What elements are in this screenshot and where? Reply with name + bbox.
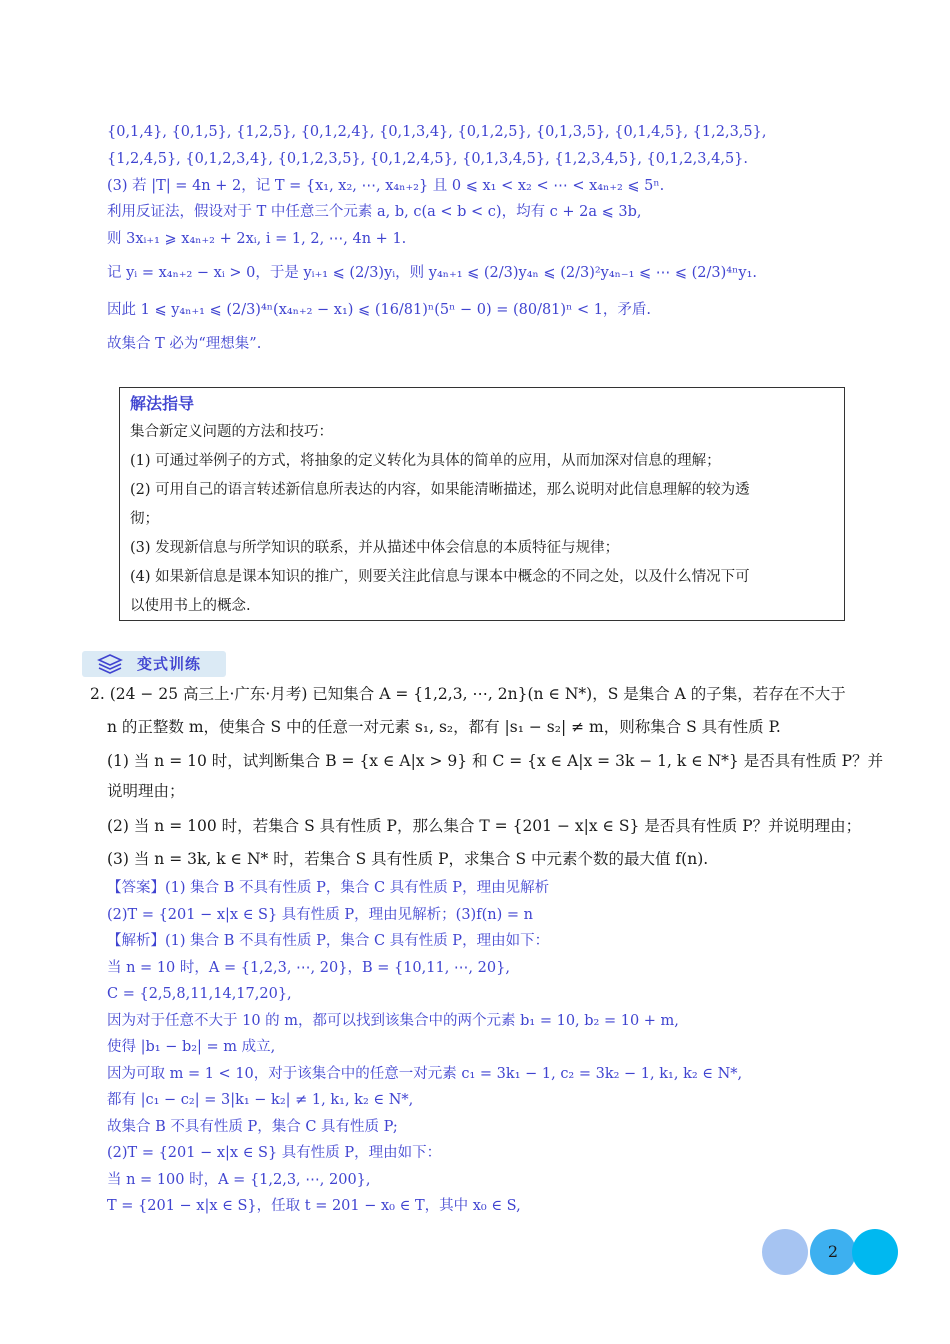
solution-line: {1,2,4,5}, {0,1,2,3,4}, {0,1,2,3,5}, {0,1,2,4,5}, {0,1,3,4,5}, {1,2,3,4,5}, {0,1,2,3,4,5}. [107,151,749,167]
guide-line: 以使用书上的概念. [130,598,251,614]
answer-line: (2)T = {201 − x|x ∈ S} 具有性质 P，理由如下： [107,1145,442,1161]
answer-line: 因为可取 m = 1 < 10，对于该集合中的任意一对元素 c₁ = 3k₁ − 1, c₂ = 3k₂ − 1, k₁, k₂ ∈ N*, [107,1066,743,1082]
solution-line: 因此 1 ⩽ y₄ₙ₊₁ ⩽ (2/3)⁴ⁿ(x₄ₙ₊₂ − x₁) ⩽ (16/81)ⁿ(5ⁿ − 0) = (80/81)ⁿ < 1，矛盾. [107,302,652,318]
answer-line: C = {2,5,8,11,14,17,20}, [107,986,292,1002]
problem-line: 说明理由； [107,782,185,800]
problem-line: (3) 当 n = 3k, k ∈ N* 时，若集合 S 具有性质 P，求集合 S 中元素个数的最大值 f(n). [107,850,709,868]
solution-line: 利用反证法，假设对于 T 中任意三个元素 a, b, c(a < b < c)，均有 c + 2a ⩽ 3b, [107,204,642,220]
section-label: 变式训练 [137,655,202,673]
answer-line: 因为对于任意不大于 10 的 m，都可以找到该集合中的两个元素 b₁ = 10, b₂ = 10 + m, [107,1013,679,1029]
guide-line: 集合新定义问题的方法和技巧： [130,424,333,440]
footer-circle-right [852,1229,898,1275]
solution-line: {0,1,4}, {0,1,5}, {1,2,5}, {0,1,2,4}, {0,1,3,4}, {0,1,2,5}, {0,1,3,5}, {0,1,4,5}, {1,2,3,5}, [107,124,767,140]
problem-line: 2. (24 − 25 高三上·广东·月考) 已知集合 A = {1,2,3, ⋯, 2n}(n ∈ N*)，S 是集合 A 的子集，若存在不大于 [90,685,846,703]
answer-line: 当 n = 100 时，A = {1,2,3, ⋯, 200}, [107,1172,371,1188]
guide-line: (4) 如果新信息是课本知识的推广，则要关注此信息与课本中概念的不同之处，以及什么情况下可 [130,569,750,585]
solution-line: 记 yᵢ = x₄ₙ₊₂ − xᵢ > 0，于是 yᵢ₊₁ ⩽ (2/3)yᵢ，则 y₄ₙ₊₁ ⩽ (2/3)y₄ₙ ⩽ (2/3)²y₄ₙ₋₁ ⩽ ⋯ ⩽ (2/3)⁴ⁿy₁. [107,265,757,281]
problem-line: n 的正整数 m，使集合 S 中的任意一对元素 s₁, s₂，都有 |s₁ − s₂| ≠ m，则称集合 S 具有性质 P. [107,718,781,736]
answer-line: T = {201 − x|x ∈ S}，任取 t = 201 − x₀ ∈ T，其中 x₀ ∈ S, [107,1198,521,1214]
answer-line: 【答案】(1) 集合 B 不具有性质 P，集合 C 具有性质 P，理由见解析 [107,880,550,896]
solution-line: 故集合 T 必为“理想集”. [107,336,262,352]
answer-line: 都有 |c₁ − c₂| = 3|k₁ − k₂| ≠ 1, k₁, k₂ ∈ N*, [107,1092,414,1108]
problem-line: (2) 当 n = 100 时，若集合 S 具有性质 P，那么集合 T = {201 − x|x ∈ S} 是否具有性质 P？并说明理由； [107,817,862,835]
footer-circle-left [762,1229,808,1275]
page-number: 2 [827,1242,839,1261]
method-guide-title: 解法指导 [130,394,195,413]
solution-line: 则 3xᵢ₊₁ ⩾ x₄ₙ₊₂ + 2xᵢ, i = 1, 2, ⋯, 4n + 1. [107,231,407,247]
guide-line: (3) 发现新信息与所学知识的联系，并从描述中体会信息的本质特征与规律； [130,540,620,556]
answer-line: (2)T = {201 − x|x ∈ S} 具有性质 P，理由见解析；(3)f(n) = n [107,907,533,923]
problem-line: (1) 当 n = 10 时，试判断集合 B = {x ∈ A|x > 9} 和 C = {x ∈ A|x = 3k − 1, k ∈ N*} 是否具有性质 P？并 [107,752,884,770]
guide-line: 彻； [130,511,159,527]
answer-line: 故集合 B 不具有性质 P，集合 C 具有性质 P; [107,1119,398,1135]
answer-line: 【解析】(1) 集合 B 不具有性质 P，集合 C 具有性质 P，理由如下： [107,933,550,949]
guide-line: (2) 可用自己的语言转述新信息所表达的内容，如果能清晰描述，那么说明对此信息理解的较为透 [130,482,750,498]
answer-line: 当 n = 10 时，A = {1,2,3, ⋯, 20}，B = {10,11, ⋯, 20}, [107,960,510,976]
solution-line: (3) 若 |T| = 4n + 2，记 T = {x₁, x₂, ⋯, x₄ₙ₊₂} 且 0 ⩽ x₁ < x₂ < ⋯ < x₄ₙ₊₂ ⩽ 5ⁿ. [107,178,665,194]
layers-icon [97,653,123,675]
guide-line: (1) 可通过举例子的方式，将抽象的定义转化为具体的简单的应用，从而加深对信息的理解； [130,453,721,469]
answer-line: 使得 |b₁ − b₂| = m 成立, [107,1039,276,1055]
